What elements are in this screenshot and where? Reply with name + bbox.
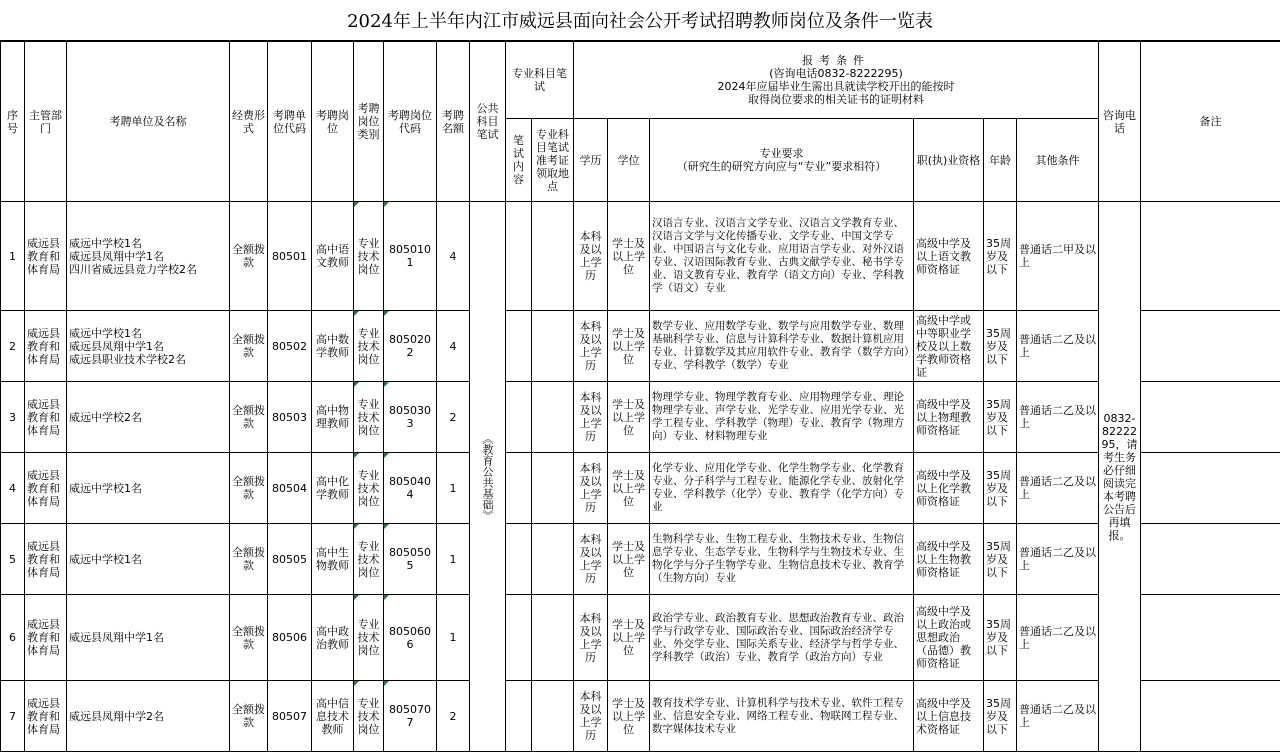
header-remarks: 备注 bbox=[1141, 42, 1280, 202]
cell-qualification: 高级中学及以上信息技术资格证 bbox=[914, 681, 984, 752]
cell-degree: 学士及以上学位 bbox=[608, 202, 650, 311]
cell-position-code: 8050707 bbox=[384, 681, 437, 752]
cell-category: 专业技术岗位 bbox=[354, 595, 384, 681]
cell-ticket-place bbox=[532, 311, 574, 382]
cell-major: 汉语言专业、汉语言文学专业、汉语言文学教育专业、汉语言文学与文化传播专业、文学专业、中国文学专业、中国语言与文化专业、应用语言学专业、对外汉语专业、汉语国际教育专业、古典文献学专业、秘书学专业、语文教育专业、教育学（语文方向）专业、学科教学（语文）专业 bbox=[650, 202, 914, 311]
header-subject-exam: 专业科目笔试 bbox=[506, 42, 574, 119]
cell-seq: 2 bbox=[1, 311, 25, 382]
cell-degree: 学士及以上学位 bbox=[608, 595, 650, 681]
cell-public-exam bbox=[470, 202, 506, 752]
cell-position: 高中语文教师 bbox=[312, 202, 354, 311]
cell-degree: 学士及以上学位 bbox=[608, 453, 650, 524]
cell-position: 高中政治教师 bbox=[312, 595, 354, 681]
table-row bbox=[1, 311, 1280, 382]
cell-category: 专业技术岗位 bbox=[354, 524, 384, 595]
cell-dept: 威远县教育和体育局 bbox=[25, 595, 67, 681]
cell-exam-content bbox=[506, 681, 532, 752]
header-category: 考聘岗位类别 bbox=[354, 42, 384, 202]
cell-other: 普通话二乙及以上 bbox=[1017, 311, 1099, 382]
cell-exam-content bbox=[506, 524, 532, 595]
cell-position-code: 8050505 bbox=[384, 524, 437, 595]
cell-unit: 威远中学校1名 威远县凤翔中学1名 威远县职业技术学校2名 bbox=[67, 311, 230, 382]
cell-unit-code: 80506 bbox=[268, 595, 312, 681]
header-position-code: 考聘岗位代码 bbox=[384, 42, 437, 202]
requirements-note: 2024年应届毕业生需出具就读学校开出的能按时取得岗位要求的相关证书的证明材料 bbox=[576, 80, 1096, 106]
cell-quota: 2 bbox=[437, 681, 470, 752]
cell-position: 高中信息技术教师 bbox=[312, 681, 354, 752]
header-seq: 序号 bbox=[1, 42, 25, 202]
cell-dept: 威远县教育和体育局 bbox=[25, 382, 67, 453]
cell-other: 普通话二乙及以上 bbox=[1017, 524, 1099, 595]
cell-seq: 3 bbox=[1, 382, 25, 453]
header-exam-content: 笔试内容 bbox=[506, 119, 532, 202]
header-qualification: 职(执)业资格 bbox=[914, 119, 984, 202]
cell-age: 35周岁及以下 bbox=[984, 595, 1017, 681]
header-row-1 bbox=[1, 42, 1280, 119]
cell-position-code: 8050101 bbox=[384, 202, 437, 311]
cell-degree: 学士及以上学位 bbox=[608, 681, 650, 752]
cell-unit: 威远中学校1名 bbox=[67, 453, 230, 524]
cell-exam-content bbox=[506, 453, 532, 524]
cell-position: 高中数学教师 bbox=[312, 311, 354, 382]
cell-ticket-place bbox=[532, 681, 574, 752]
cell-other: 普通话二乙及以上 bbox=[1017, 595, 1099, 681]
cell-education: 本科及以上学历 bbox=[574, 382, 608, 453]
cell-unit: 威远县凤翔中学1名 bbox=[67, 595, 230, 681]
cell-other: 普通话二乙及以上 bbox=[1017, 681, 1099, 752]
recruitment-table bbox=[0, 41, 1280, 752]
cell-unit-code: 80504 bbox=[268, 453, 312, 524]
cell-unit-code: 80505 bbox=[268, 524, 312, 595]
cell-education: 本科及以上学历 bbox=[574, 202, 608, 311]
cell-quota: 1 bbox=[437, 453, 470, 524]
cell-category: 专业技术岗位 bbox=[354, 681, 384, 752]
header-major bbox=[650, 119, 914, 202]
cell-quota: 2 bbox=[437, 382, 470, 453]
cell-remarks bbox=[1141, 524, 1280, 595]
cell-category: 专业技术岗位 bbox=[354, 453, 384, 524]
cell-unit-code: 80501 bbox=[268, 202, 312, 311]
cell-qualification: 高级中学及以上物理教师资格证 bbox=[914, 382, 984, 453]
cell-unit: 威远中学校2名 bbox=[67, 382, 230, 453]
cell-ticket-place bbox=[532, 524, 574, 595]
header-ticket-place: 专业科目笔试准考证领取地点 bbox=[532, 119, 574, 202]
cell-unit: 威远中学校1名 威远县凤翔中学1名 四川省威远县竞力学校2名 bbox=[67, 202, 230, 311]
cell-education: 本科及以上学历 bbox=[574, 595, 608, 681]
cell-dept: 威远县教育和体育局 bbox=[25, 311, 67, 382]
table-row bbox=[1, 524, 1280, 595]
cell-age: 35周岁及以下 bbox=[984, 524, 1017, 595]
cell-education: 本科及以上学历 bbox=[574, 311, 608, 382]
cell-remarks bbox=[1141, 311, 1280, 382]
cell-major: 化学专业、应用化学专业、化学生物学专业、化学教育专业、分子科学与工程专业、能源化学专业、放射化学专业、学科教学（化学）专业、教育学（化学方向）专业 bbox=[650, 453, 914, 524]
cell-qualification: 高级中学及以上化学教师资格证 bbox=[914, 453, 984, 524]
page-title: 2024年上半年内江市威远县面向社会公开考试招聘教师岗位及条件一览表 bbox=[0, 0, 1280, 41]
table-row bbox=[1, 202, 1280, 311]
cell-major: 物理学专业、物理学教育专业、应用物理学专业、理论物理学专业、声学专业、光学专业、应用光学专业、光学工程专业、学科教学（物理）专业、教育学（物理方向）专业、材料物理专业 bbox=[650, 382, 914, 453]
cell-quota: 1 bbox=[437, 595, 470, 681]
cell-education: 本科及以上学历 bbox=[574, 453, 608, 524]
cell-degree: 学士及以上学位 bbox=[608, 311, 650, 382]
cell-major: 数学专业、应用数学专业、数学与应用数学专业、数理基础科学专业、信息与计算科学专业、数据计算机应用专业、计算数学及其应用软件专业、教育学（数学方向）专业、学科教学（数学）专业 bbox=[650, 311, 914, 382]
cell-remarks bbox=[1141, 681, 1280, 752]
cell-remarks bbox=[1141, 202, 1280, 311]
cell-other: 普通话二甲及以上 bbox=[1017, 202, 1099, 311]
header-age: 年龄 bbox=[984, 119, 1017, 202]
cell-qualification: 高级中学或中等职业学校及以上数学教师资格证 bbox=[914, 311, 984, 382]
cell-position-code: 8050303 bbox=[384, 382, 437, 453]
cell-degree: 学士及以上学位 bbox=[608, 382, 650, 453]
cell-age: 35周岁及以下 bbox=[984, 202, 1017, 311]
cell-remarks bbox=[1141, 595, 1280, 681]
cell-unit-code: 80503 bbox=[268, 382, 312, 453]
table-row bbox=[1, 382, 1280, 453]
cell-major: 政治学专业、政治教育专业、思想政治教育专业、政治学与行政学专业、国际政治专业、国际政治经济学专业、外交学专业、国际关系专业、经济学与哲学专业、学科教学（政治）专业、教育学（政治方向）专业 bbox=[650, 595, 914, 681]
header-other: 其他条件 bbox=[1017, 119, 1099, 202]
cell-quota: 1 bbox=[437, 524, 470, 595]
cell-exam-content bbox=[506, 202, 532, 311]
requirements-title: 报考条件 bbox=[576, 54, 1096, 67]
cell-major: 教育技术学专业、计算机科学与技术专业、软件工程专业、信息安全专业、网络工程专业、物联网工程专业、数字媒体技术专业 bbox=[650, 681, 914, 752]
header-major-note: （研究生的研究方向应与“专业”要求相符） bbox=[652, 160, 911, 173]
cell-ticket-place bbox=[532, 595, 574, 681]
cell-position-code: 8050202 bbox=[384, 311, 437, 382]
header-public-exam: 公共科目笔试 bbox=[470, 42, 506, 202]
cell-phone bbox=[1099, 202, 1141, 752]
cell-dept: 威远县教育和体育局 bbox=[25, 202, 67, 311]
cell-qualification: 高级中学及以上政治或思想政治（品德）教师资格证 bbox=[914, 595, 984, 681]
cell-education: 本科及以上学历 bbox=[574, 681, 608, 752]
cell-funding: 全额拨款 bbox=[230, 202, 268, 311]
cell-funding: 全额拨款 bbox=[230, 311, 268, 382]
cell-funding: 全额拨款 bbox=[230, 595, 268, 681]
cell-degree: 学士及以上学位 bbox=[608, 524, 650, 595]
cell-category: 专业技术岗位 bbox=[354, 202, 384, 311]
cell-age: 35周岁及以下 bbox=[984, 382, 1017, 453]
cell-dept: 威远县教育和体育局 bbox=[25, 524, 67, 595]
cell-unit: 威远县凤翔中学2名 bbox=[67, 681, 230, 752]
cell-age: 35周岁及以下 bbox=[984, 453, 1017, 524]
cell-seq: 1 bbox=[1, 202, 25, 311]
cell-position: 高中物理教师 bbox=[312, 382, 354, 453]
cell-position: 高中生物教师 bbox=[312, 524, 354, 595]
table-row bbox=[1, 453, 1280, 524]
cell-seq: 4 bbox=[1, 453, 25, 524]
table-row bbox=[1, 595, 1280, 681]
cell-education: 本科及以上学历 bbox=[574, 524, 608, 595]
cell-seq: 7 bbox=[1, 681, 25, 752]
cell-position-code: 8050606 bbox=[384, 595, 437, 681]
cell-quota: 4 bbox=[437, 202, 470, 311]
header-major-label: 专业要求 bbox=[652, 147, 911, 160]
header-dept: 主管部门 bbox=[25, 42, 67, 202]
cell-funding: 全额拨款 bbox=[230, 382, 268, 453]
cell-exam-content bbox=[506, 382, 532, 453]
cell-funding: 全额拨款 bbox=[230, 453, 268, 524]
header-requirements bbox=[574, 42, 1099, 119]
header-quota: 考聘名额 bbox=[437, 42, 470, 202]
cell-position: 高中化学教师 bbox=[312, 453, 354, 524]
header-education: 学历 bbox=[574, 119, 608, 202]
cell-category: 专业技术岗位 bbox=[354, 311, 384, 382]
cell-remarks bbox=[1141, 382, 1280, 453]
cell-seq: 6 bbox=[1, 595, 25, 681]
cell-funding: 全额拨款 bbox=[230, 681, 268, 752]
cell-ticket-place bbox=[532, 453, 574, 524]
cell-qualification: 高级中学及以上语文教师资格证 bbox=[914, 202, 984, 311]
cell-funding: 全额拨款 bbox=[230, 524, 268, 595]
header-unit-code: 考聘单位代码 bbox=[268, 42, 312, 202]
header-phone: 咨询电话 bbox=[1099, 42, 1141, 202]
cell-unit-code: 80507 bbox=[268, 681, 312, 752]
cell-dept: 威远县教育和体育局 bbox=[25, 681, 67, 752]
cell-other: 普通话二乙及以上 bbox=[1017, 382, 1099, 453]
cell-major: 生物科学专业、生物工程专业、生物技术专业、生物信息学专业、生态学专业、生物科学与生物技术专业、生物化学与分子生物学专业、生物信息技术专业、教育学（生物方向）专业 bbox=[650, 524, 914, 595]
cell-qualification: 高级中学及以上生物教师资格证 bbox=[914, 524, 984, 595]
header-funding: 经费形式 bbox=[230, 42, 268, 202]
cell-unit: 威远中学校1名 bbox=[67, 524, 230, 595]
cell-ticket-place bbox=[532, 382, 574, 453]
table-row bbox=[1, 681, 1280, 752]
cell-age: 35周岁及以下 bbox=[984, 311, 1017, 382]
cell-other: 普通话二乙及以上 bbox=[1017, 453, 1099, 524]
cell-dept: 威远县教育和体育局 bbox=[25, 453, 67, 524]
cell-ticket-place bbox=[532, 202, 574, 311]
cell-exam-content bbox=[506, 595, 532, 681]
phone-content: 0832-8222295，请考生务必仔细阅读完本考聘公告后再填报。 bbox=[1101, 412, 1138, 542]
cell-seq: 5 bbox=[1, 524, 25, 595]
cell-category: 专业技术岗位 bbox=[354, 382, 384, 453]
header-position: 考聘岗位 bbox=[312, 42, 354, 202]
public-exam-content: 《教育公共基础》 bbox=[481, 433, 494, 521]
header-degree: 学位 bbox=[608, 119, 650, 202]
requirements-phone: (咨询电话0832-8222295) bbox=[576, 67, 1096, 80]
cell-exam-content bbox=[506, 311, 532, 382]
cell-unit-code: 80502 bbox=[268, 311, 312, 382]
cell-quota: 4 bbox=[437, 311, 470, 382]
cell-age: 35周岁及以下 bbox=[984, 681, 1017, 752]
cell-remarks bbox=[1141, 453, 1280, 524]
cell-position-code: 8050404 bbox=[384, 453, 437, 524]
header-unit: 考聘单位及名称 bbox=[67, 42, 230, 202]
